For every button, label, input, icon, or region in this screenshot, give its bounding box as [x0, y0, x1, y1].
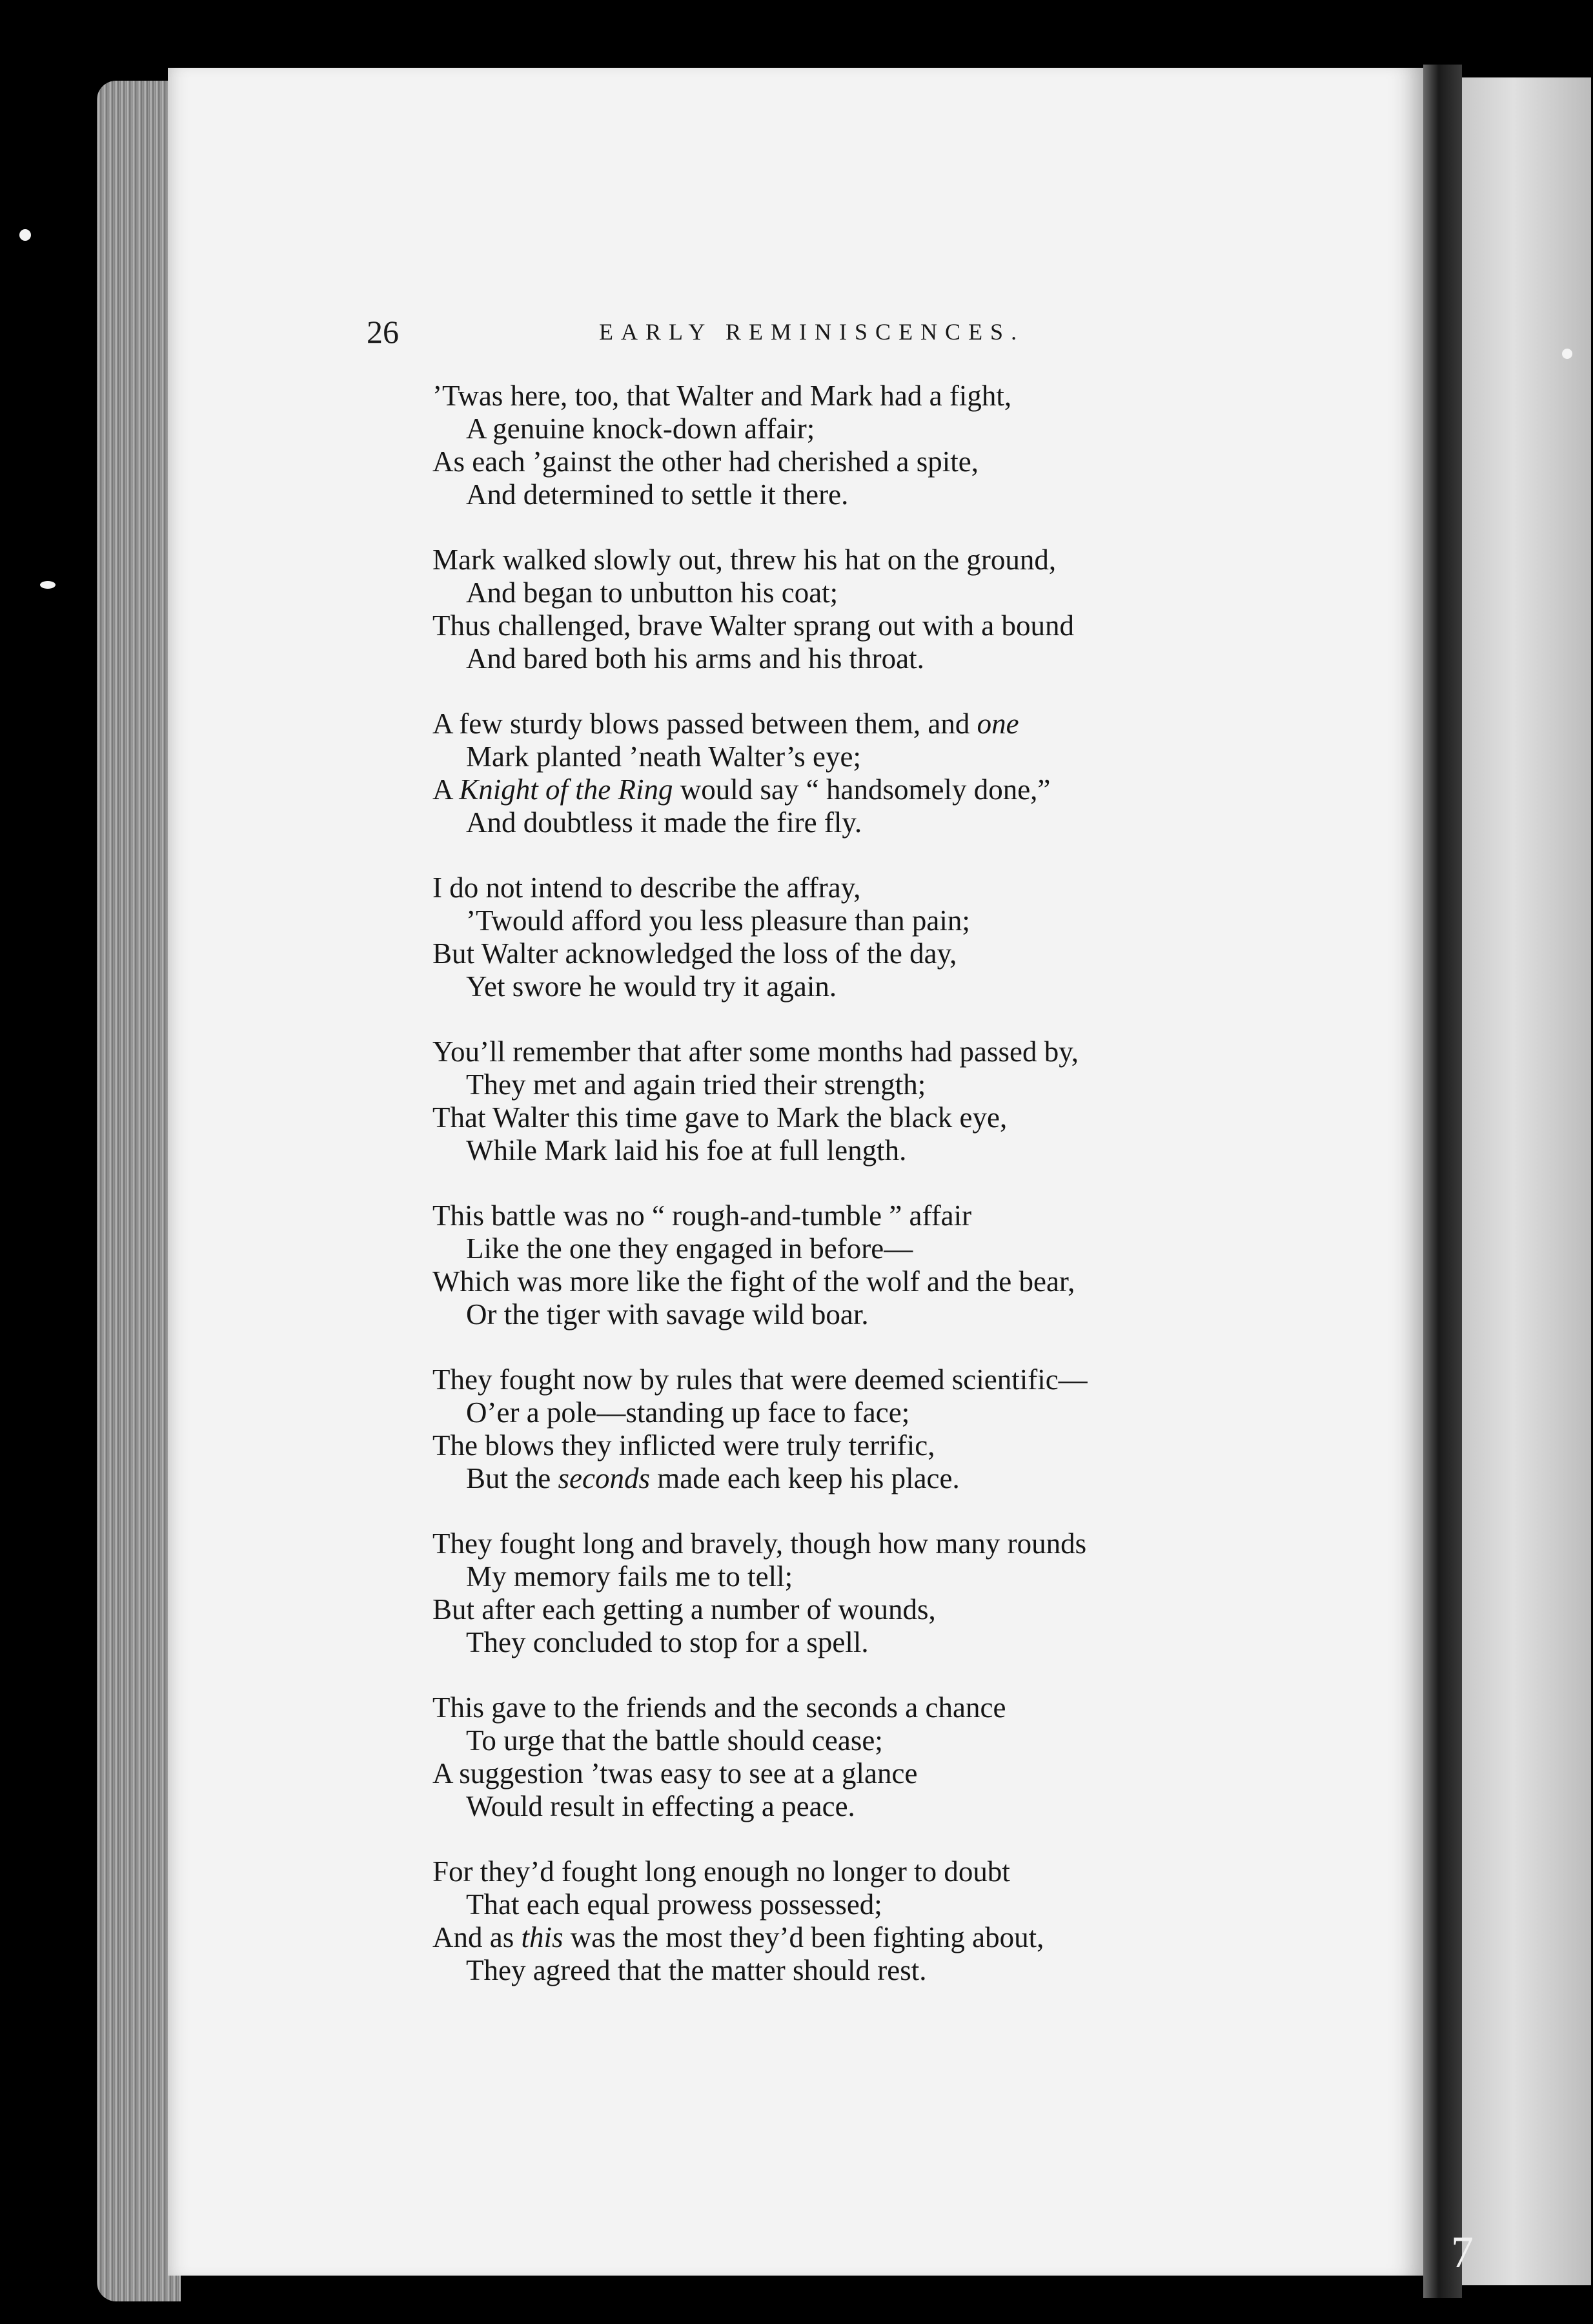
line-text: made each keep his place.	[657, 1462, 960, 1494]
poem-line: They fought long and bravely, though how many rounds	[432, 1527, 1087, 1560]
poem-line: And determined to settle it there.	[466, 478, 849, 511]
poem-line: Yet swore he would try it again.	[466, 970, 837, 1003]
italic-word: seconds	[558, 1462, 650, 1494]
line-text: would say “ handsomely done,”	[680, 773, 1051, 806]
poem-line: That each equal prowess possessed;	[466, 1888, 882, 1921]
poem-line: But after each getting a number of wounds,	[432, 1593, 936, 1626]
poem-line: But Walter acknowledged the loss of the day,	[432, 937, 957, 970]
scan-speck	[40, 581, 56, 589]
page-number: 26	[367, 314, 399, 350]
poem-line: To urge that the battle should cease;	[466, 1724, 883, 1757]
italic-word: this	[521, 1921, 563, 1953]
poem-line	[432, 773, 1265, 806]
poem-line: The blows they inflicted were truly terrific,	[432, 1429, 935, 1462]
poem-line: For they’d fought long enough no longer to doubt	[432, 1855, 1010, 1888]
poem-line: Like the one they engaged in before—	[466, 1232, 913, 1265]
poem-line: As each ’gainst the other had cherished a spite,	[432, 445, 979, 478]
line-text: A	[432, 773, 452, 806]
poem-line: Mark planted ’neath Walter’s eye;	[466, 740, 861, 773]
poem-line: Mark walked slowly out, threw his hat on the ground,	[432, 544, 1057, 576]
poem-line: My memory fails me to tell;	[466, 1560, 793, 1593]
poem-line: I do not intend to describe the affray,	[432, 872, 861, 904]
stanza	[432, 1855, 1265, 1987]
line-text: was the most they’d been fighting about,	[570, 1921, 1044, 1953]
corner-mark: 7	[1451, 2228, 1474, 2278]
line-text: A few sturdy blows passed between them, and	[432, 708, 970, 740]
poem-line: ’Twould afford you less pleasure than pain;	[466, 904, 970, 937]
stanza	[432, 708, 1265, 839]
poem-line: Which was more like the fight of the wolf and the bear,	[432, 1265, 1075, 1298]
poem-line: While Mark laid his foe at full length.	[466, 1134, 907, 1167]
scan-speck	[19, 229, 31, 241]
line-text: But the	[466, 1462, 551, 1494]
stanza	[432, 1527, 1265, 1659]
poem-line: They concluded to stop for a spell.	[466, 1626, 869, 1658]
facing-page-edge	[1462, 77, 1591, 2285]
page-header	[367, 313, 1593, 358]
poem-line: They met and again tried their strength;	[466, 1068, 926, 1101]
poem-line: That Walter this time gave to Mark the black eye,	[432, 1101, 1008, 1134]
poem-line: They agreed that the matter should rest.	[466, 1954, 927, 1986]
italic-word: one	[977, 708, 1019, 740]
line-text: And as	[432, 1921, 514, 1953]
stanza	[432, 872, 1265, 1003]
stanza	[432, 380, 1265, 511]
running-head: EARLY REMINISCENCES.	[599, 319, 1025, 345]
stanza	[432, 1035, 1265, 1167]
poem-line: Or the tiger with savage wild boar.	[466, 1298, 869, 1330]
poem-line: And doubtless it made the fire fly.	[466, 806, 862, 839]
poem-line: Thus challenged, brave Walter sprang out with a bound	[432, 609, 1075, 642]
poem-line: A genuine knock-down affair;	[466, 413, 815, 445]
poem-line	[432, 1921, 1265, 1954]
stanza	[432, 1363, 1265, 1495]
poem-line: A suggestion ’twas easy to see at a glance	[432, 1757, 918, 1789]
poem-line: ’Twas here, too, that Walter and Mark had a fight,	[432, 380, 1012, 412]
stanza	[432, 544, 1265, 675]
poem-line: And bared both his arms and his throat.	[466, 642, 924, 675]
book-gutter	[1423, 65, 1462, 2298]
poem-line: Would result in effecting a peace.	[466, 1790, 855, 1822]
poem-line: You’ll remember that after some months had passed by,	[432, 1035, 1079, 1068]
italic-phrase: Knight of the Ring	[459, 773, 673, 806]
poem-line: This gave to the friends and the seconds a chance	[432, 1691, 1006, 1724]
poem-line: O’er a pole—standing up face to face;	[466, 1396, 910, 1429]
poem-line: They fought now by rules that were deemed scientific—	[432, 1363, 1088, 1396]
poem-line: And began to unbutton his coat;	[466, 576, 838, 609]
stanza	[432, 1691, 1265, 1823]
stanza	[432, 1199, 1265, 1331]
poem	[432, 380, 1265, 2019]
poem-line: This battle was no “ rough-and-tumble ” affair	[432, 1199, 972, 1232]
poem-line	[432, 1462, 1265, 1495]
poem-line	[432, 708, 1265, 740]
